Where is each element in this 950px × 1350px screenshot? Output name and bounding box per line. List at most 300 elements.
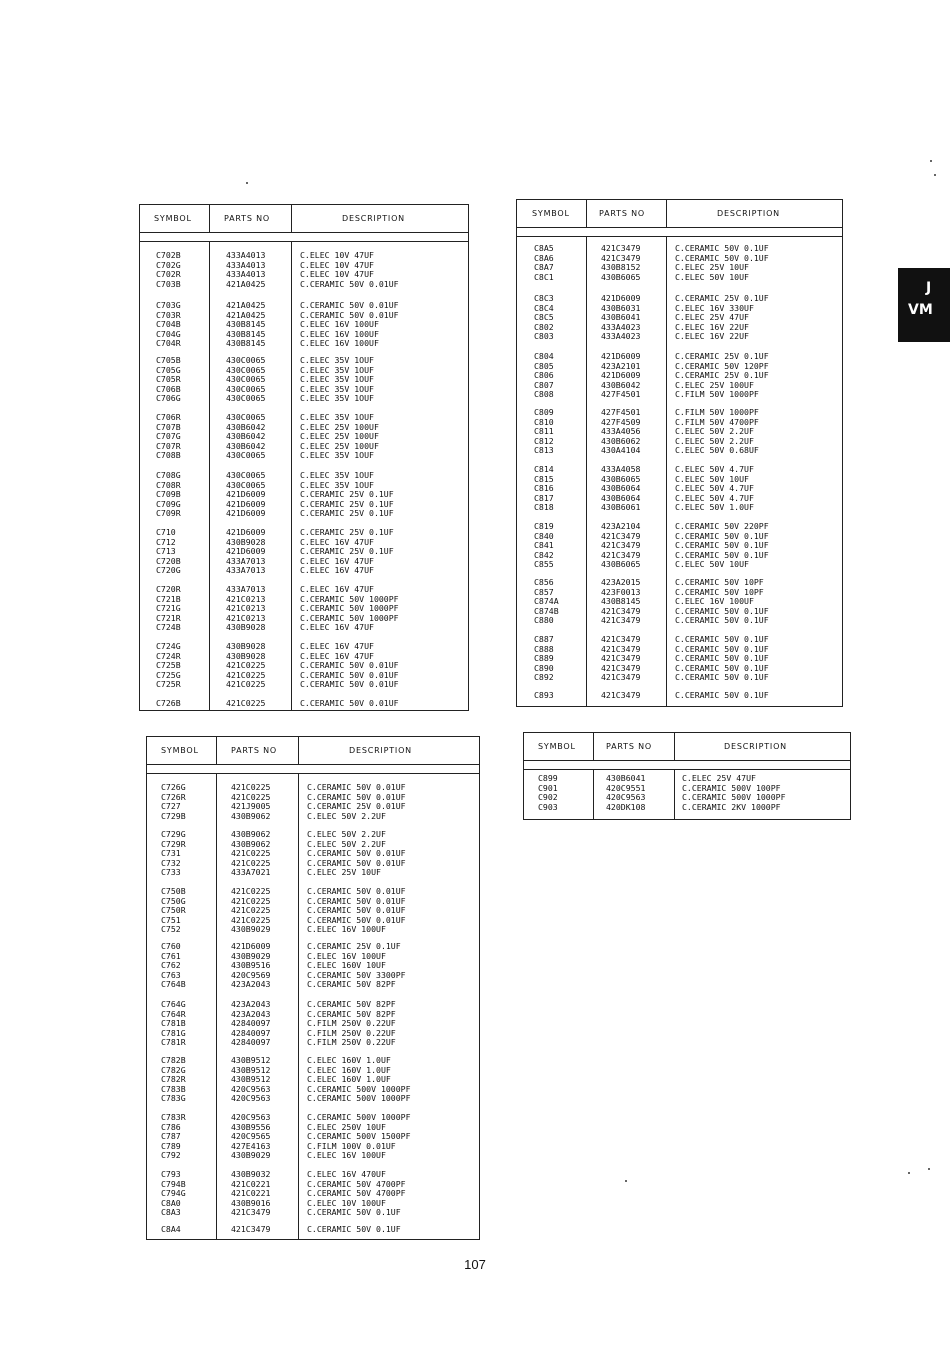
description-cell: C.ELEC 35V 1OUF xyxy=(300,470,374,480)
description-cell: C.CERAMIC 25V 0.1UF xyxy=(300,498,394,509)
symbol-cell: C8C5 xyxy=(534,312,554,323)
symbol-cell: C812 xyxy=(534,435,554,446)
symbol-cell: C781G xyxy=(161,1027,186,1038)
part-number-cell: 421C0221 xyxy=(231,1178,271,1189)
table-row xyxy=(147,1094,479,1104)
symbol-cell: C764G xyxy=(161,999,186,1009)
description-cell: C.ELEC 50V 1.0UF xyxy=(675,502,754,513)
symbol-cell: C713 xyxy=(156,546,176,557)
symbol-cell: C704G xyxy=(156,328,181,339)
parts-table-3 xyxy=(146,736,480,1240)
description-cell: C.ELEC 35V 1OUF xyxy=(300,412,374,422)
part-number-cell: 420C9563 xyxy=(231,1083,271,1094)
part-number-cell: 421D6009 xyxy=(231,941,271,951)
description-cell: C.ELEC 35V 1OUF xyxy=(300,479,374,490)
part-number-cell: 421C3479 xyxy=(601,605,641,616)
section-tab xyxy=(898,268,950,342)
part-number-cell: 421C0225 xyxy=(231,857,271,868)
part-number-cell: 430B6065 xyxy=(601,473,641,484)
description-cell: C.ELEC 50V 2.2UF xyxy=(307,829,386,839)
parts-no-header: PARTS NO xyxy=(224,214,270,223)
part-number-cell: 430B9016 xyxy=(231,1197,271,1208)
description-cell: C.ELEC 35V 1OUF xyxy=(300,450,374,461)
symbol-cell: C703R xyxy=(156,309,181,320)
symbol-cell: C792 xyxy=(161,1150,181,1161)
symbol-cell: C724B xyxy=(156,622,181,633)
symbol-cell: C794G xyxy=(161,1188,186,1199)
description-cell: C.ELEC 25V 47UF xyxy=(682,773,756,783)
symbol-cell: C888 xyxy=(534,643,554,654)
table-row xyxy=(140,623,468,633)
part-number-cell: 420C9563 xyxy=(231,1112,271,1122)
table-row xyxy=(517,390,842,400)
row-group xyxy=(140,585,468,633)
symbol-cell: C802 xyxy=(534,321,554,332)
description-cell: C.ELEC 16V 100UF xyxy=(307,950,386,961)
part-number-cell: 421D6009 xyxy=(226,508,266,519)
part-number-cell: 430B6065 xyxy=(601,271,641,282)
section-tab-line-1: J xyxy=(926,280,932,296)
symbol-cell: C763 xyxy=(161,969,181,980)
description-cell: C.ELEC 35V 1OUF xyxy=(300,364,374,375)
part-number-cell: 430B6064 xyxy=(601,492,641,503)
description-cell: C.CERAMIC 50V 0.1UF xyxy=(307,1224,401,1234)
part-number-cell: 421D6009 xyxy=(226,498,266,509)
part-number-cell: 421D6009 xyxy=(601,351,641,361)
description-cell: C.ELEC 160V 10UF xyxy=(307,960,386,971)
part-number-cell: 430B8145 xyxy=(226,328,266,339)
description-cell: C.ELEC 16V 100UF xyxy=(307,924,386,935)
part-number-cell: 430B6042 xyxy=(226,421,266,432)
symbol-cell: C705R xyxy=(156,374,181,385)
symbol-cell: C750G xyxy=(161,895,186,906)
row-group xyxy=(524,774,850,812)
symbol-cell: C707G xyxy=(156,431,181,442)
part-number-cell: 430B6061 xyxy=(601,502,641,513)
row-group xyxy=(147,830,479,878)
description-cell: C.ELEC 50V 10UF xyxy=(675,271,749,282)
symbol-cell: C880 xyxy=(534,615,554,626)
description-cell: C.CERAMIC 50V 10PF xyxy=(675,577,764,587)
part-number-cell: 430B6064 xyxy=(601,483,641,494)
description-cell: C.ELEC 35V 1OUF xyxy=(300,374,374,385)
description-cell: C.FILM 250V 0.22UF xyxy=(307,1018,396,1029)
part-number-cell: 421C3479 xyxy=(601,530,641,541)
description-cell: C.FILM 50V 4700PF xyxy=(675,416,759,427)
description-cell: C.CERAMIC 50V 0.1UF xyxy=(675,643,769,654)
part-number-cell: 430B8145 xyxy=(226,319,266,330)
description-cell: C.CERAMIC 25V 0.1UF xyxy=(300,508,394,519)
parts-no-header: PARTS NO xyxy=(599,209,645,218)
part-number-cell: 421C3479 xyxy=(601,615,641,626)
symbol-cell: C808 xyxy=(534,389,554,400)
part-number-cell: 423A2015 xyxy=(601,577,641,587)
description-cell: C.CERAMIC 50V 0.01UF xyxy=(300,698,399,708)
description-header: DESCRIPTION xyxy=(724,742,787,751)
symbol-cell: C809 xyxy=(534,407,554,417)
symbol-cell: C806 xyxy=(534,370,554,381)
row-group xyxy=(147,783,479,821)
symbol-cell: C786 xyxy=(161,1121,181,1132)
description-cell: C.ELEC 16V 47UF xyxy=(300,622,374,633)
scan-speck xyxy=(625,1180,627,1182)
table-row xyxy=(140,509,468,519)
description-cell: C.ELEC 16V 22UF xyxy=(675,321,749,332)
part-number-cell: 430C0065 xyxy=(226,450,266,461)
symbol-cell: C708R xyxy=(156,479,181,490)
symbol-cell: C725B xyxy=(156,660,181,671)
part-number-cell: 430B9028 xyxy=(226,650,266,661)
description-cell: C.CERAMIC 50V 0.1UF xyxy=(675,615,769,626)
description-cell: C.CERAMIC 50V 220PF xyxy=(675,521,769,531)
description-cell: C.CERAMIC 50V 0.01UF xyxy=(300,679,399,690)
part-number-cell: 430B9516 xyxy=(231,960,271,971)
part-number-cell: 420DK108 xyxy=(606,801,646,812)
symbol-cell: C709G xyxy=(156,498,181,509)
symbol-cell: C807 xyxy=(534,379,554,390)
table-row xyxy=(147,812,479,822)
table-row xyxy=(147,1038,479,1048)
symbol-cell: C726B xyxy=(156,698,181,708)
row-group xyxy=(517,465,842,513)
row-group xyxy=(147,942,479,990)
part-number-cell: 421A0425 xyxy=(226,309,266,320)
part-number-cell: 421C3479 xyxy=(601,634,641,644)
part-number-cell: 430C0065 xyxy=(226,383,266,394)
part-number-cell: 430C0065 xyxy=(226,374,266,385)
description-cell: C.ELEC 10V 100UF xyxy=(307,1197,386,1208)
symbol-cell: C721G xyxy=(156,603,181,614)
description-cell: C.CERAMIC 25V 0.1UF xyxy=(675,370,769,381)
table-row xyxy=(140,339,468,349)
part-number-cell: 421D6009 xyxy=(226,546,266,557)
table-row xyxy=(147,925,479,935)
description-cell: C.CERAMIC 50V 0.1UF xyxy=(675,540,769,551)
table-row xyxy=(517,273,842,283)
symbol-cell: C708B xyxy=(156,450,181,461)
symbol-cell: C750B xyxy=(161,886,186,896)
description-cell: C.ELEC 16V 100UF xyxy=(300,338,379,349)
symbol-cell: C889 xyxy=(534,653,554,664)
row-group xyxy=(517,522,842,570)
row-group xyxy=(140,642,468,690)
symbol-cell: C760 xyxy=(161,941,181,951)
description-cell: C.CERAMIC 50V 0.1UF xyxy=(675,530,769,541)
row-group xyxy=(517,691,842,701)
row-group xyxy=(517,294,842,342)
part-number-cell: 430B8152 xyxy=(601,262,641,273)
description-cell: C.CERAMIC 50V 0.01UF xyxy=(300,669,399,680)
part-number-cell: 430C0065 xyxy=(226,412,266,422)
table-row xyxy=(140,566,468,576)
part-number-cell: 421C0225 xyxy=(231,791,271,802)
part-number-cell: 423A2104 xyxy=(601,521,641,531)
symbol-cell: C762 xyxy=(161,960,181,971)
description-cell: C.CERAMIC 50V 0.01UF xyxy=(300,300,399,310)
table-row xyxy=(517,616,842,626)
symbol-cell: C783G xyxy=(161,1093,186,1104)
part-number-cell: 421C3479 xyxy=(601,243,641,253)
description-cell: C.CERAMIC 50V 0.1UF xyxy=(675,549,769,560)
description-cell: C.CERAMIC 500V 100PF xyxy=(682,782,781,793)
part-number-cell: 430B9029 xyxy=(231,1150,271,1161)
description-cell: C.CERAMIC 50V 82PF xyxy=(307,979,396,990)
symbol-cell: C813 xyxy=(534,445,554,456)
symbol-cell: C899 xyxy=(538,773,558,783)
symbol-cell: C8A5 xyxy=(534,243,554,253)
symbol-cell: C706G xyxy=(156,393,181,404)
description-cell: C.CERAMIC 50V 4700PF xyxy=(307,1188,406,1199)
description-cell: C.CERAMIC 50V 120PF xyxy=(675,360,769,371)
part-number-cell: 433A7021 xyxy=(231,867,271,878)
symbol-cell: C817 xyxy=(534,492,554,503)
description-cell: C.ELEC 10V 47UF xyxy=(300,259,374,270)
scan-speck xyxy=(928,1168,930,1170)
symbol-cell: C8C1 xyxy=(534,271,554,282)
part-number-cell: 421D6009 xyxy=(601,293,641,303)
description-cell: C.CERAMIC 50V 0.01UF xyxy=(307,905,406,916)
description-cell: C.ELEC 50V 4.7UF xyxy=(675,483,754,494)
part-number-cell: 427F4501 xyxy=(601,407,641,417)
description-cell: C.ELEC 10V 47UF xyxy=(300,250,374,260)
part-number-cell: 427F4509 xyxy=(601,416,641,427)
row-group xyxy=(517,578,842,626)
symbol-cell: C752 xyxy=(161,924,181,935)
table-body xyxy=(140,241,468,710)
description-cell: C.ELEC 35V 1OUF xyxy=(300,355,374,365)
symbol-cell: C811 xyxy=(534,426,554,437)
symbol-cell: C783B xyxy=(161,1083,186,1094)
symbol-cell: C8A3 xyxy=(161,1207,181,1218)
part-number-cell: 430B9556 xyxy=(231,1121,271,1132)
description-cell: C.CERAMIC 25V 0.1UF xyxy=(300,546,394,557)
symbol-cell: C764B xyxy=(161,979,186,990)
part-number-cell: 433A7013 xyxy=(226,584,266,594)
description-cell: C.CERAMIC 50V 0.1UF xyxy=(675,605,769,616)
part-number-cell: 430C0065 xyxy=(226,393,266,404)
description-cell: C.CERAMIC 50V 0.01UF xyxy=(307,791,406,802)
part-number-cell: 430B8145 xyxy=(226,338,266,349)
part-number-cell: 433A7013 xyxy=(226,555,266,566)
symbol-cell: C729B xyxy=(161,810,186,821)
part-number-cell: 42840097 xyxy=(231,1027,271,1038)
row-group xyxy=(147,1170,479,1218)
symbol-cell: C8A4 xyxy=(161,1224,181,1234)
part-number-cell: 430B9512 xyxy=(231,1074,271,1085)
part-number-cell: 421C0225 xyxy=(231,886,271,896)
description-cell: C.ELEC 16V 47UF xyxy=(300,565,374,576)
description-cell: C.CERAMIC 500V 1500PF xyxy=(307,1131,411,1142)
description-cell: C.ELEC 16V 100UF xyxy=(300,319,379,330)
symbol-cell: C8C4 xyxy=(534,302,554,313)
table-row xyxy=(517,673,842,683)
row-group xyxy=(517,244,842,282)
symbol-cell: C902 xyxy=(538,792,558,803)
table-row xyxy=(517,446,842,456)
part-number-cell: 421J9005 xyxy=(231,801,271,812)
table-row xyxy=(517,332,842,342)
description-cell: C.ELEC 35V 1OUF xyxy=(300,383,374,394)
symbol-cell: C732 xyxy=(161,857,181,868)
part-number-cell: 433A7013 xyxy=(226,565,266,576)
part-number-cell: 421C0225 xyxy=(231,914,271,925)
description-cell: C.CERAMIC 50V 82PF xyxy=(307,999,396,1009)
symbol-cell: C710 xyxy=(156,527,176,537)
part-number-cell: 421C0225 xyxy=(231,848,271,859)
part-number-cell: 421C0221 xyxy=(231,1188,271,1199)
description-cell: C.ELEC 50V 4.7UF xyxy=(675,464,754,474)
table-body xyxy=(524,769,850,819)
part-number-cell: 421A0425 xyxy=(226,278,266,289)
description-cell: C.CERAMIC 25V 0.01UF xyxy=(307,801,406,812)
parts-no-header: PARTS NO xyxy=(231,746,277,755)
row-group xyxy=(147,1113,479,1161)
part-number-cell: 421C3479 xyxy=(231,1224,271,1234)
description-cell: C.ELEC 10V 47UF xyxy=(300,269,374,280)
description-cell: C.ELEC 16V 47UF xyxy=(300,536,374,547)
symbol-cell: C855 xyxy=(534,559,554,570)
symbol-cell: C702B xyxy=(156,250,181,260)
part-number-cell: 430B6031 xyxy=(601,302,641,313)
table-header xyxy=(517,200,842,228)
part-number-cell: 430B9512 xyxy=(231,1055,271,1065)
table-body xyxy=(517,236,842,706)
description-cell: C.ELEC 16V 470UF xyxy=(307,1169,386,1179)
part-number-cell: 42840097 xyxy=(231,1018,271,1029)
symbol-cell: C705B xyxy=(156,355,181,365)
table-row xyxy=(517,503,842,513)
symbol-cell: C720B xyxy=(156,555,181,566)
symbol-cell: C8A6 xyxy=(534,252,554,263)
symbol-cell: C704R xyxy=(156,338,181,349)
description-cell: C.CERAMIC 50V 3300PF xyxy=(307,969,406,980)
part-number-cell: 421C0225 xyxy=(231,895,271,906)
description-cell: C.ELEC 50V 0.68UF xyxy=(675,445,759,456)
description-cell: C.ELEC 25V 100UF xyxy=(300,421,379,432)
part-number-cell: 430C0065 xyxy=(226,479,266,490)
part-number-cell: 421C3479 xyxy=(601,690,641,700)
part-number-cell: 433A4058 xyxy=(601,464,641,474)
description-cell: C.ELEC 25V 47UF xyxy=(675,312,749,323)
symbol-cell: C764R xyxy=(161,1008,186,1019)
part-number-cell: 421C0225 xyxy=(226,669,266,680)
symbol-cell: C8A0 xyxy=(161,1197,181,1208)
description-cell: C.FILM 50V 1000PF xyxy=(675,389,759,400)
table-row xyxy=(140,699,468,709)
description-cell: C.CERAMIC 50V 0.01UF xyxy=(307,782,406,792)
description-cell: C.CERAMIC 50V 0.1UF xyxy=(675,653,769,664)
description-cell: C.ELEC 50V 4.7UF xyxy=(675,492,754,503)
symbol-cell: C874A xyxy=(534,596,559,607)
symbol-cell: C724G xyxy=(156,641,181,651)
symbol-cell: C814 xyxy=(534,464,554,474)
part-number-cell: 430B9028 xyxy=(226,641,266,651)
scan-speck xyxy=(930,160,932,162)
symbol-header: SYMBOL xyxy=(154,214,192,223)
part-number-cell: 42840097 xyxy=(231,1037,271,1048)
description-cell: C.CERAMIC 50V 0.1UF xyxy=(675,690,769,700)
part-number-cell: 420C9569 xyxy=(231,969,271,980)
description-cell: C.CERAMIC 50V 0.01UF xyxy=(300,278,399,289)
symbol-cell: C787 xyxy=(161,1131,181,1142)
row-group xyxy=(517,635,842,683)
symbol-cell: C731 xyxy=(161,848,181,859)
description-cell: C.ELEC 16V 47UF xyxy=(300,555,374,566)
part-number-cell: 430B9062 xyxy=(231,810,271,821)
description-cell: C.CERAMIC 50V 1000PF xyxy=(300,603,399,614)
part-number-cell: 430B9032 xyxy=(231,1169,271,1179)
description-cell: C.ELEC 16V 100UF xyxy=(675,596,754,607)
row-group xyxy=(140,301,468,349)
symbol-header: SYMBOL xyxy=(538,742,576,751)
description-cell: C.CERAMIC 50V 1000PF xyxy=(300,593,399,604)
parts-table-4 xyxy=(523,732,851,820)
symbol-cell: C804 xyxy=(534,351,554,361)
symbol-cell: C726R xyxy=(161,791,186,802)
table-header xyxy=(140,205,468,233)
description-cell: C.CERAMIC 500V 1000PF xyxy=(307,1083,411,1094)
part-number-cell: 433A4013 xyxy=(226,259,266,270)
description-cell: C.ELEC 50V 10UF xyxy=(675,473,749,484)
description-cell: C.CERAMIC 25V 0.1UF xyxy=(307,941,401,951)
symbol-cell: C818 xyxy=(534,502,554,513)
description-cell: C.CERAMIC 50V 0.1UF xyxy=(675,634,769,644)
row-group xyxy=(517,408,842,456)
symbol-cell: C707B xyxy=(156,421,181,432)
symbol-cell: C892 xyxy=(534,672,554,683)
part-number-cell: 430C0065 xyxy=(226,470,266,480)
part-number-cell: 421C3479 xyxy=(601,540,641,551)
part-number-cell: 433A4013 xyxy=(226,269,266,280)
row-group xyxy=(147,1225,479,1235)
row-group xyxy=(140,699,468,709)
symbol-cell: C725R xyxy=(156,679,181,690)
part-number-cell: 430C0065 xyxy=(226,355,266,365)
description-cell: C.CERAMIC 50V 0.1UF xyxy=(307,1207,401,1218)
description-cell: C.FILM 250V 0.22UF xyxy=(307,1037,396,1048)
symbol-cell: C857 xyxy=(534,586,554,597)
part-number-cell: 430B9512 xyxy=(231,1064,271,1075)
part-number-cell: 421C0213 xyxy=(226,603,266,614)
description-cell: C.CERAMIC 50V 10PF xyxy=(675,586,764,597)
part-number-cell: 423F0013 xyxy=(601,586,641,597)
part-number-cell: 420C9565 xyxy=(231,1131,271,1142)
symbol-cell: C709B xyxy=(156,489,181,500)
symbol-cell: C841 xyxy=(534,540,554,551)
description-cell: C.ELEC 25V 10UF xyxy=(307,867,381,878)
part-number-cell: 420C9551 xyxy=(606,782,646,793)
symbol-cell: C733 xyxy=(161,867,181,878)
parts-table-1 xyxy=(139,204,469,711)
symbol-cell: C810 xyxy=(534,416,554,427)
description-cell: C.CERAMIC 25V 0.1UF xyxy=(675,293,769,303)
symbol-cell: C887 xyxy=(534,634,554,644)
symbol-cell: C782R xyxy=(161,1074,186,1085)
symbol-cell: C8C3 xyxy=(534,293,554,303)
part-number-cell: 430B8145 xyxy=(601,596,641,607)
table-row xyxy=(140,280,468,290)
description-cell: C.CERAMIC 50V 1000PF xyxy=(300,612,399,623)
description-cell: C.CERAMIC 500V 1000PF xyxy=(307,1112,411,1122)
parts-no-header: PARTS NO xyxy=(606,742,652,751)
symbol-cell: C725G xyxy=(156,669,181,680)
description-cell: C.CERAMIC 50V 0.01UF xyxy=(307,895,406,906)
part-number-cell: 430B6042 xyxy=(601,379,641,390)
part-number-cell: 430B9029 xyxy=(231,950,271,961)
row-group xyxy=(140,471,468,519)
symbol-header: SYMBOL xyxy=(161,746,199,755)
symbol-cell: C781B xyxy=(161,1018,186,1029)
